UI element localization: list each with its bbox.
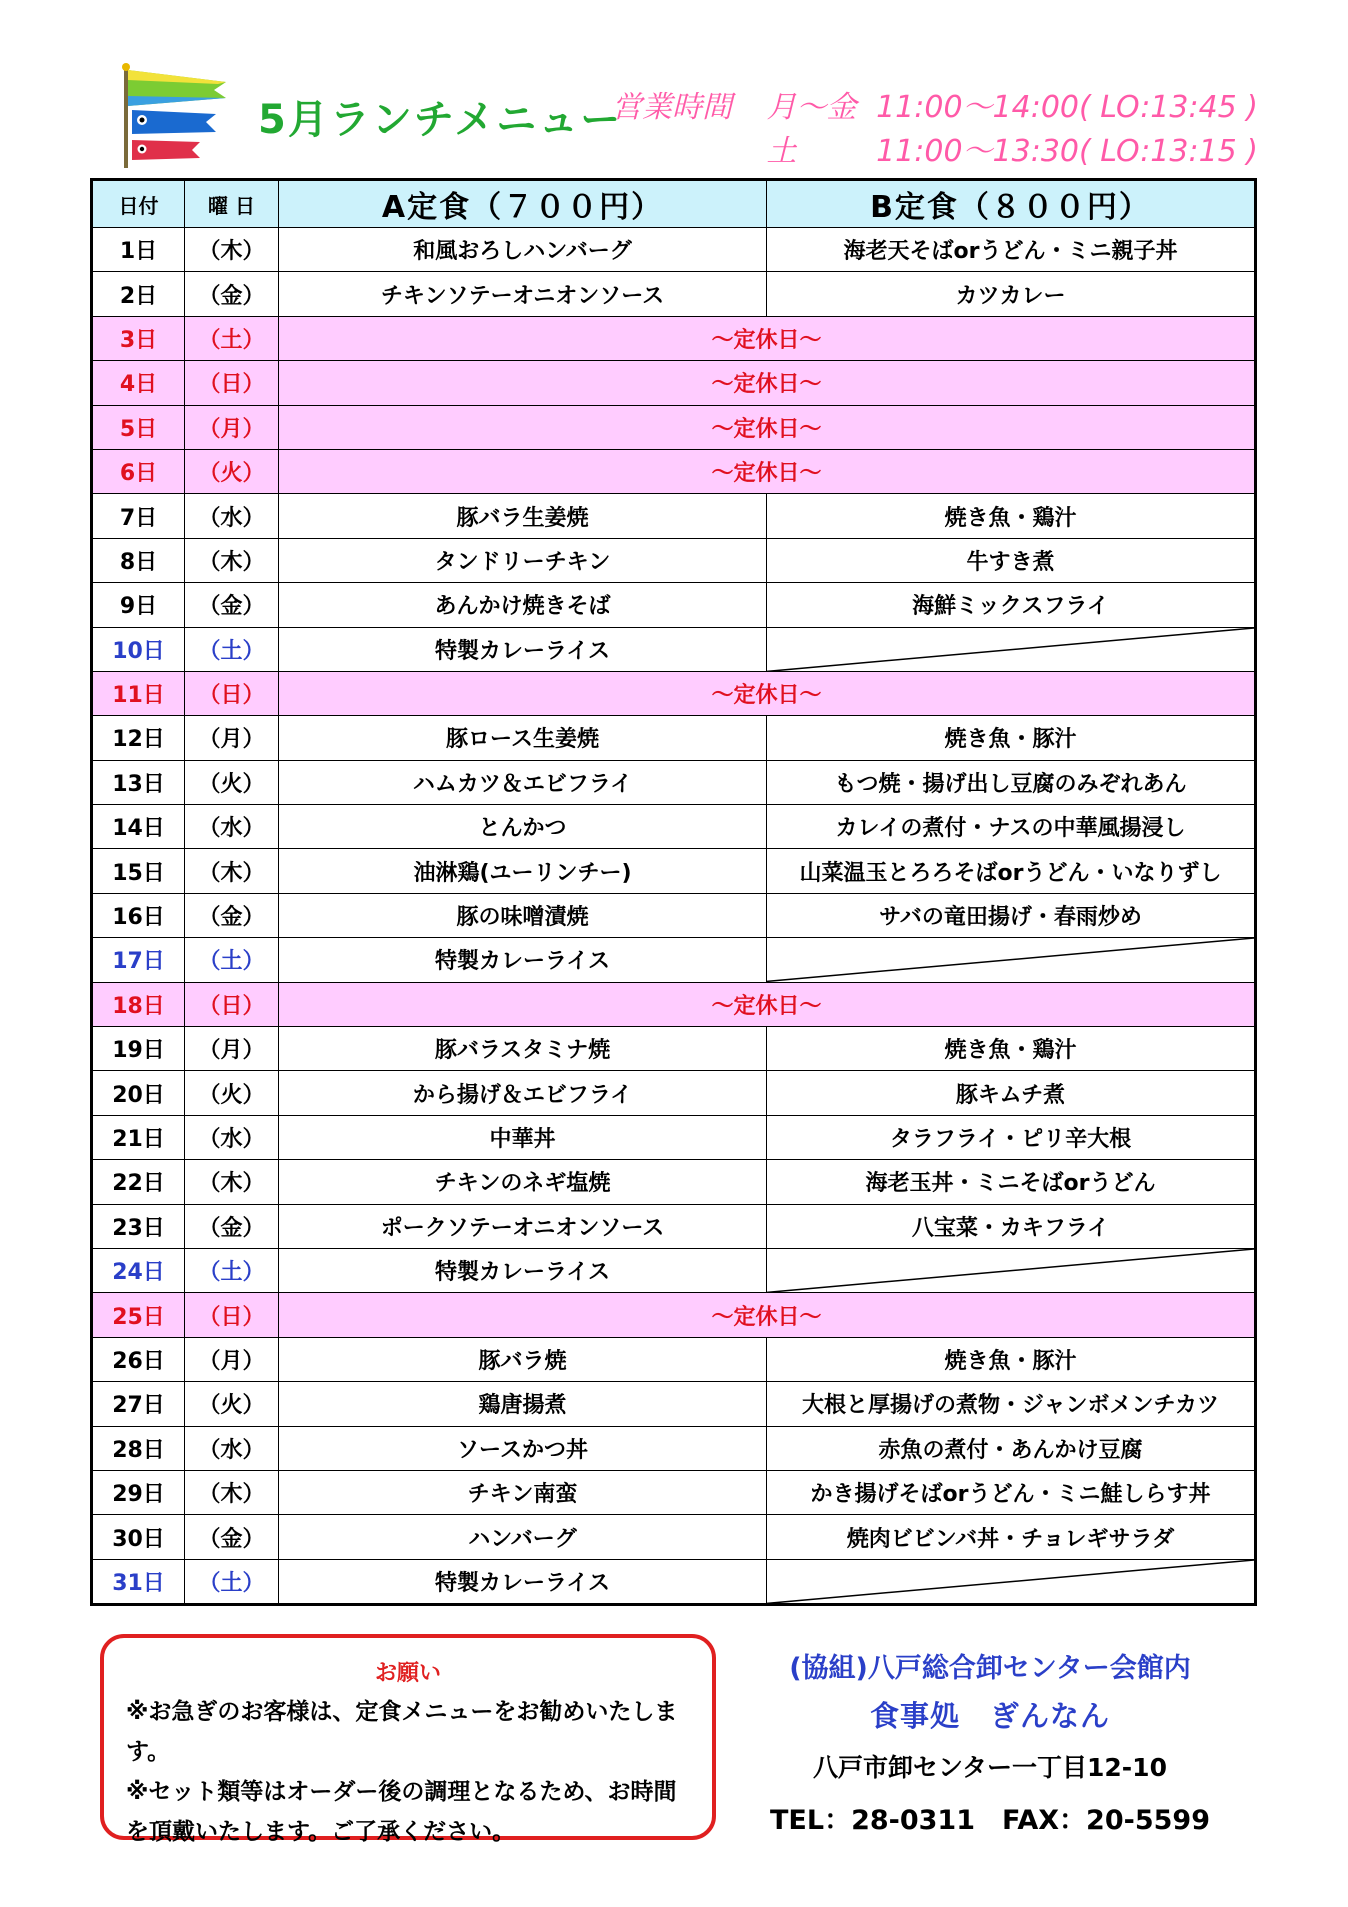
- table-body: [92, 228, 1256, 1605]
- header-set-b: B定食（８００円）: [767, 180, 1256, 228]
- diagonal-line-icon: [767, 1560, 1254, 1603]
- set-b-cell: 焼き魚・鶏汁: [767, 1027, 1256, 1071]
- table-header-row: [92, 180, 1256, 228]
- weekday-cell: （火）: [185, 449, 279, 493]
- date-cell: 25日: [92, 1293, 185, 1337]
- table-row: [92, 1470, 1256, 1514]
- date-cell: 12日: [92, 716, 185, 760]
- set-b-cell: 海老天そばorうどん・ミニ親子丼: [767, 228, 1256, 272]
- set-b-cell: もつ焼・揚げ出し豆腐のみぞれあん: [767, 760, 1256, 804]
- set-b-cell: サバの竜田揚げ・春雨炒め: [767, 893, 1256, 937]
- weekday-cell: （木）: [185, 1470, 279, 1514]
- set-b-unavailable-cell: [767, 627, 1256, 671]
- set-b-cell: 豚キムチ煮: [767, 1071, 1256, 1115]
- header-date: 日付: [92, 180, 185, 228]
- table-row: [92, 1293, 1256, 1337]
- set-a-cell: 特製カレーライス: [279, 938, 767, 982]
- date-cell: 16日: [92, 893, 185, 937]
- shop-organization: (協組)八戸総合卸センター会館内: [789, 1653, 1191, 1684]
- weekday-days: 月～金: [766, 90, 857, 125]
- weekday-cell: （土）: [185, 627, 279, 671]
- set-b-cell: 海鮮ミックスフライ: [767, 583, 1256, 627]
- holiday-cell: ～定休日～: [279, 1293, 1256, 1337]
- weekday-cell: （木）: [185, 1160, 279, 1204]
- date-cell: 24日: [92, 1248, 185, 1292]
- set-a-cell: 特製カレーライス: [279, 1559, 767, 1604]
- weekday-cell: （水）: [185, 805, 279, 849]
- set-b-cell: カツカレー: [767, 272, 1256, 316]
- table-row: [92, 1204, 1256, 1248]
- table-row: [92, 1071, 1256, 1115]
- set-a-cell: チキン南蛮: [279, 1470, 767, 1514]
- set-a-cell: 豚ロース生姜焼: [279, 716, 767, 760]
- set-a-cell: ソースかつ丼: [279, 1426, 767, 1470]
- weekday-cell: （火）: [185, 1071, 279, 1115]
- table-row: [92, 982, 1256, 1026]
- holiday-cell: ～定休日～: [279, 671, 1256, 715]
- lunch-menu-table: [90, 178, 1257, 1606]
- set-a-cell: 鶏唐揚煮: [279, 1382, 767, 1426]
- hours-label: 営業時間: [612, 90, 732, 125]
- weekday-cell: （水）: [185, 1426, 279, 1470]
- table-row: [92, 494, 1256, 538]
- weekday-cell: （金）: [185, 893, 279, 937]
- table-row: [92, 1515, 1256, 1559]
- set-a-cell: 油淋鶏(ユーリンチー): [279, 849, 767, 893]
- table-row: [92, 805, 1256, 849]
- table-row: [92, 538, 1256, 582]
- set-a-cell: チキンのネギ塩焼: [279, 1160, 767, 1204]
- saturday-days: 土: [766, 134, 797, 169]
- weekday-cell: （土）: [185, 1559, 279, 1604]
- date-cell: 20日: [92, 1071, 185, 1115]
- header-set-a: A定食（７００円）: [279, 180, 767, 228]
- holiday-cell: ～定休日～: [279, 982, 1256, 1026]
- set-b-cell: 焼き魚・鶏汁: [767, 494, 1256, 538]
- date-cell: 7日: [92, 494, 185, 538]
- table-row: [92, 449, 1256, 493]
- diagonal-line-icon: [767, 938, 1254, 981]
- weekday-cell: （土）: [185, 938, 279, 982]
- set-b-cell: タラフライ・ピリ辛大根: [767, 1115, 1256, 1159]
- table-row: [92, 938, 1256, 982]
- holiday-cell: ～定休日～: [279, 316, 1256, 360]
- page-header: [0, 0, 1348, 180]
- date-cell: 19日: [92, 1027, 185, 1071]
- date-cell: 9日: [92, 583, 185, 627]
- date-cell: 6日: [92, 449, 185, 493]
- weekday-cell: （金）: [185, 1204, 279, 1248]
- set-a-cell: 豚の味噌漬焼: [279, 893, 767, 937]
- set-a-cell: チキンソテーオニオンソース: [279, 272, 767, 316]
- set-b-cell: 焼き魚・豚汁: [767, 716, 1256, 760]
- date-cell: 1日: [92, 228, 185, 272]
- date-cell: 11日: [92, 671, 185, 715]
- set-b-cell: 焼肉ビビンバ丼・チョレギサラダ: [767, 1515, 1256, 1559]
- table-row: [92, 671, 1256, 715]
- date-cell: 31日: [92, 1559, 185, 1604]
- set-a-cell: あんかけ焼きそば: [279, 583, 767, 627]
- diagonal-line-icon: [767, 628, 1254, 671]
- weekday-cell: （金）: [185, 583, 279, 627]
- date-cell: 13日: [92, 760, 185, 804]
- set-a-cell: ポークソテーオニオンソース: [279, 1204, 767, 1248]
- table-row: [92, 361, 1256, 405]
- date-cell: 17日: [92, 938, 185, 982]
- date-cell: 22日: [92, 1160, 185, 1204]
- set-a-cell: 特製カレーライス: [279, 627, 767, 671]
- weekday-cell: （月）: [185, 405, 279, 449]
- date-cell: 30日: [92, 1515, 185, 1559]
- date-cell: 3日: [92, 316, 185, 360]
- notice-title: お願い: [374, 1661, 441, 1686]
- notice-line-1: ※お急ぎのお客様は、定食メニューをお勧めいたします。: [126, 1699, 678, 1765]
- table-row: [92, 1559, 1256, 1604]
- set-b-cell: 牛すき煮: [767, 538, 1256, 582]
- table-row: [92, 316, 1256, 360]
- set-a-cell: 中華丼: [279, 1115, 767, 1159]
- table-row: [92, 1248, 1256, 1292]
- set-b-cell: 山菜温玉とろろそばorうどん・いなりずし: [767, 849, 1256, 893]
- table-row: [92, 1160, 1256, 1204]
- set-b-cell: 赤魚の煮付・あんかけ豆腐: [767, 1426, 1256, 1470]
- table-row: [92, 1027, 1256, 1071]
- set-a-cell: から揚げ＆エビフライ: [279, 1071, 767, 1115]
- weekday-cell: （土）: [185, 316, 279, 360]
- weekday-cell: （金）: [185, 1515, 279, 1559]
- table-row: [92, 893, 1256, 937]
- set-a-cell: 豚バラ生姜焼: [279, 494, 767, 538]
- weekday-cell: （火）: [185, 760, 279, 804]
- weekday-cell: （金）: [185, 272, 279, 316]
- date-cell: 14日: [92, 805, 185, 849]
- table-row: [92, 849, 1256, 893]
- shop-phone-fax: TEL：28-0311 FAX：20-5599: [770, 1805, 1210, 1836]
- header-dow: 曜 日: [185, 180, 279, 228]
- table-row: [92, 627, 1256, 671]
- holiday-cell: ～定休日～: [279, 361, 1256, 405]
- set-b-cell: 八宝菜・カキフライ: [767, 1204, 1256, 1248]
- set-a-cell: タンドリーチキン: [279, 538, 767, 582]
- weekday-cell: （木）: [185, 538, 279, 582]
- date-cell: 23日: [92, 1204, 185, 1248]
- saturday-hours: 11:00～13:30( LO:13:15 ): [876, 134, 1259, 169]
- table-row: [92, 1115, 1256, 1159]
- weekday-hours: 11:00～14:00( LO:13:45 ): [876, 90, 1259, 125]
- table-row: [92, 716, 1256, 760]
- date-cell: 4日: [92, 361, 185, 405]
- table-row: [92, 272, 1256, 316]
- table-row: [92, 583, 1256, 627]
- diagonal-line-icon: [767, 1249, 1254, 1292]
- date-cell: 15日: [92, 849, 185, 893]
- table-row: [92, 405, 1256, 449]
- date-cell: 10日: [92, 627, 185, 671]
- set-a-cell: 特製カレーライス: [279, 1248, 767, 1292]
- notice-text: [126, 1692, 696, 1852]
- weekday-cell: （水）: [185, 1115, 279, 1159]
- weekday-cell: （日）: [185, 361, 279, 405]
- weekday-cell: （月）: [185, 1337, 279, 1381]
- set-b-cell: 焼き魚・豚汁: [767, 1337, 1256, 1381]
- weekday-cell: （日）: [185, 982, 279, 1026]
- shop-name: 食事処 ぎんなん: [869, 1699, 1110, 1733]
- page-title: 5月ランチメニュー: [258, 97, 623, 143]
- business-hours: [612, 86, 1258, 174]
- date-cell: 21日: [92, 1115, 185, 1159]
- set-b-cell: 大根と厚揚げの煮物・ジャンボメンチカツ: [767, 1382, 1256, 1426]
- weekday-cell: （月）: [185, 1027, 279, 1071]
- table-row: [92, 760, 1256, 804]
- date-cell: 8日: [92, 538, 185, 582]
- set-b-unavailable-cell: [767, 1559, 1256, 1604]
- notice-box: [100, 1634, 716, 1845]
- weekday-cell: （月）: [185, 716, 279, 760]
- holiday-cell: ～定休日～: [279, 449, 1256, 493]
- set-a-cell: ハンバーグ: [279, 1515, 767, 1559]
- weekday-cell: （日）: [185, 671, 279, 715]
- koinobori-icon: [118, 62, 230, 170]
- set-a-cell: 豚バラ焼: [279, 1337, 767, 1381]
- date-cell: 18日: [92, 982, 185, 1026]
- weekday-cell: （木）: [185, 849, 279, 893]
- set-a-cell: 和風おろしハンバーグ: [279, 228, 767, 272]
- set-b-cell: 海老玉丼・ミニそばorうどん: [767, 1160, 1256, 1204]
- set-b-cell: かき揚げそばorうどん・ミニ鮭しらす丼: [767, 1470, 1256, 1514]
- set-b-cell: カレイの煮付・ナスの中華風揚浸し: [767, 805, 1256, 849]
- set-b-unavailable-cell: [767, 938, 1256, 982]
- date-cell: 28日: [92, 1426, 185, 1470]
- date-cell: 26日: [92, 1337, 185, 1381]
- date-cell: 27日: [92, 1382, 185, 1426]
- date-cell: 5日: [92, 405, 185, 449]
- weekday-cell: （日）: [185, 1293, 279, 1337]
- holiday-cell: ～定休日～: [279, 405, 1256, 449]
- weekday-cell: （水）: [185, 494, 279, 538]
- shop-info: [740, 1646, 1240, 1842]
- table-row: [92, 1337, 1256, 1381]
- weekday-cell: （土）: [185, 1248, 279, 1292]
- set-a-cell: 豚バラスタミナ焼: [279, 1027, 767, 1071]
- set-a-cell: とんかつ: [279, 805, 767, 849]
- notice-line-2: ※セット類等はオーダー後の調理となるため、お時間を頂戴いたします。ご了承ください。: [126, 1779, 677, 1845]
- weekday-cell: （火）: [185, 1382, 279, 1426]
- set-b-unavailable-cell: [767, 1248, 1256, 1292]
- table-row: [92, 1382, 1256, 1426]
- table-row: [92, 228, 1256, 272]
- table-row: [92, 1426, 1256, 1470]
- set-a-cell: ハムカツ＆エビフライ: [279, 760, 767, 804]
- weekday-cell: （木）: [185, 228, 279, 272]
- date-cell: 2日: [92, 272, 185, 316]
- date-cell: 29日: [92, 1470, 185, 1514]
- shop-address: 八戸市卸センター一丁目12-10: [813, 1753, 1167, 1782]
